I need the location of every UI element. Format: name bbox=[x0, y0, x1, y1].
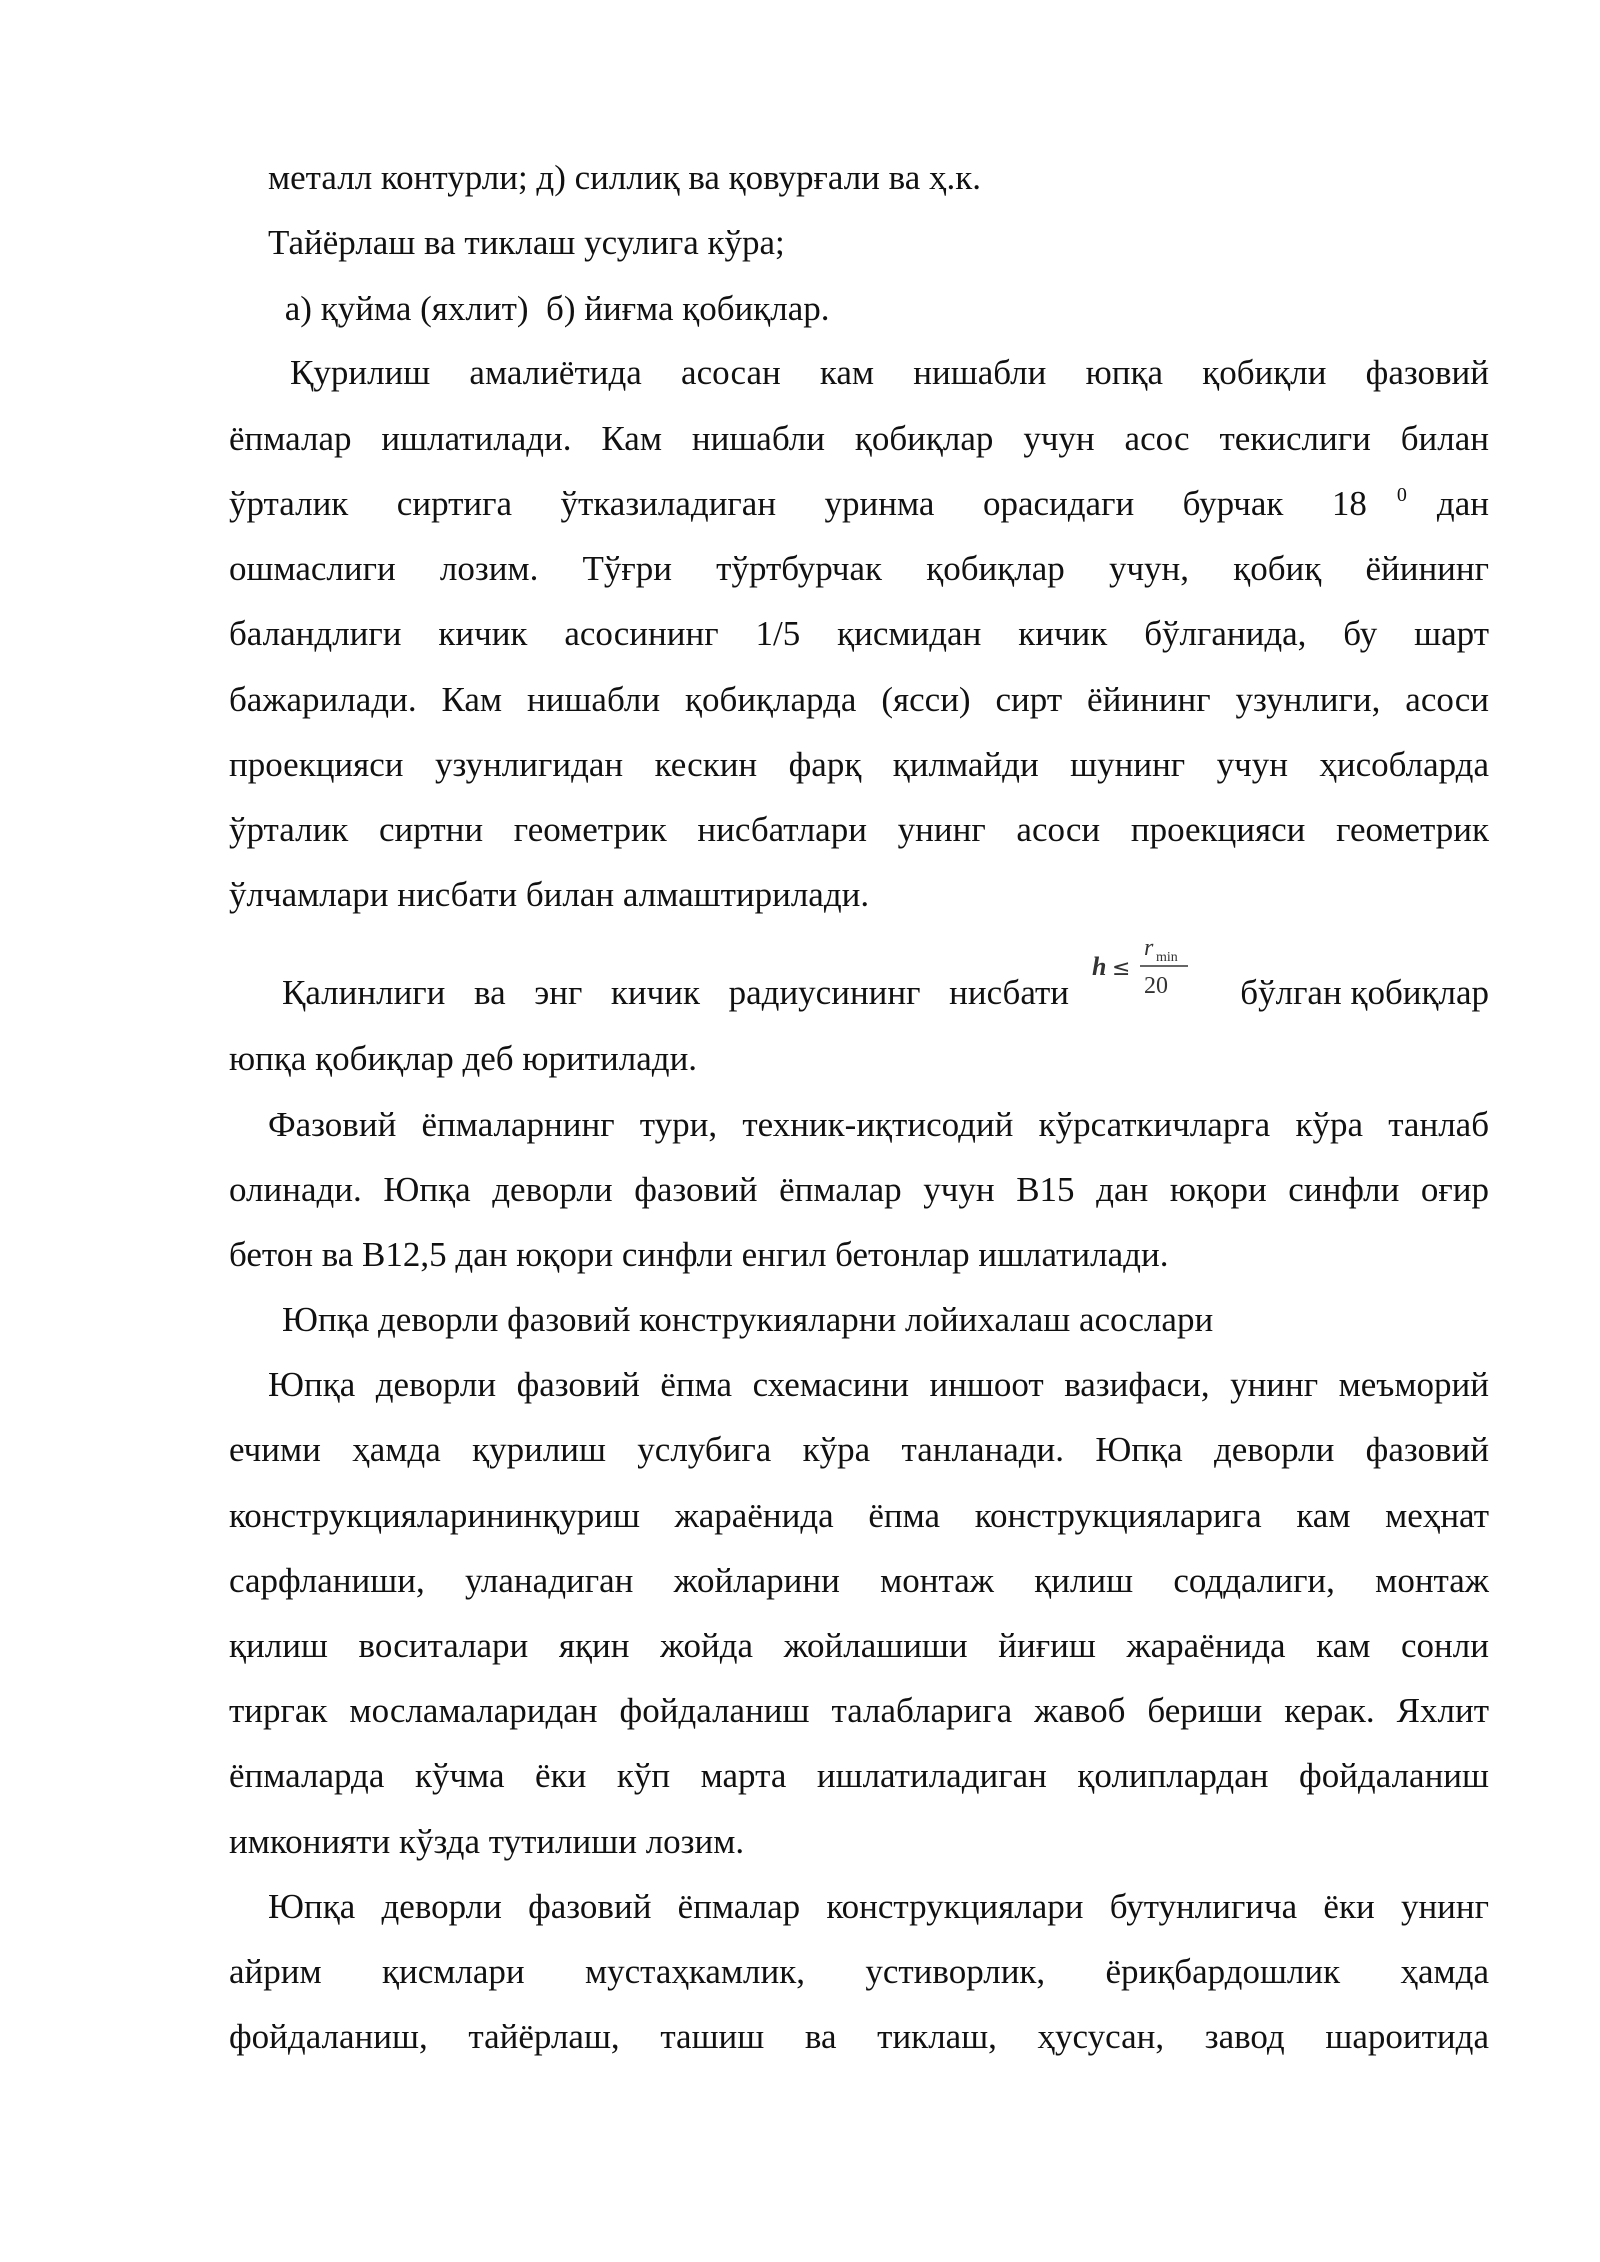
paragraph-line: баландлиги кичик асосининг 1/5 қисмидан кичик бўлганида, бу шарт bbox=[229, 614, 1489, 653]
paragraph-line: юпқа қобиқлар деб юритилади. bbox=[229, 1039, 698, 1078]
text-line: металл контурли; д) силлиқ ва қовурғали ва ҳ.к. bbox=[268, 158, 982, 197]
text-span: дан bbox=[1436, 484, 1489, 523]
paragraph-line: айрим қисмлари мустаҳкамлик, устиворлик, ёриқбардошлик ҳамда bbox=[229, 1952, 1489, 1991]
section-heading: Юпқа деворли фазовий конструкияларни лойихалаш асослари bbox=[282, 1300, 1214, 1339]
paragraph-line: Юпқа деворли фазовий ёпма схемасини иншоот вазифаси, унинг меъморий bbox=[268, 1365, 1489, 1404]
paragraph-line: Фазовий ёпмаларнинг тури, техник-иқтисодий кўрсаткичларга кўра танлаб bbox=[268, 1105, 1489, 1144]
paragraph-line: бўлган қобиқлар bbox=[1240, 973, 1489, 1012]
text-line: а) қуйма (яхлит) б) йиғма қобиқлар. bbox=[276, 289, 830, 328]
formula-sub: min bbox=[1156, 950, 1178, 965]
paragraph-line: имконияти кўзда тутилиши лозим. bbox=[229, 1822, 745, 1861]
paragraph-line: сарфланиши, уланадиган жойларини монтаж қилиш соддалиги, монтаж bbox=[229, 1561, 1489, 1600]
paragraph-line bbox=[229, 479, 1489, 529]
paragraph-line: Қурилиш амалиётида асосан кам нишабли юпқа қобиқли фазовий bbox=[290, 353, 1489, 392]
paragraph-line: олинади. Юпқа деворли фазовий ёпмалар учун В15 дан юқори синфли оғир bbox=[229, 1170, 1489, 1209]
formula-le: ≤ bbox=[1112, 956, 1131, 981]
paragraph-line: конструкцияларининқуриш жараёнида ёпма конструкцияларига кам меҳнат bbox=[229, 1496, 1489, 1535]
paragraph-line: Юпқа деворли фазовий ёпмалар конструкциялари бутунлигича ёки унинг bbox=[268, 1887, 1489, 1926]
paragraph-line: фойдаланиш, тайёрлаш, ташиш ва тиклаш, ҳусусан, завод шароитида bbox=[229, 2017, 1489, 2056]
formula-r: r bbox=[1144, 935, 1154, 961]
superscript-degree: 0 bbox=[1396, 484, 1407, 506]
paragraph-line: ечими ҳамда қурилиш услубига кўра танланади. Юпқа деворли фазовий bbox=[229, 1430, 1489, 1469]
paragraph-line: ўрталик сиртни геометрик нисбатлари унинг асоси проекцияси геометрик bbox=[229, 810, 1489, 849]
text-span: ўрталик сиртига ўтказиладиган уринма орасидаги бурчак 18 bbox=[229, 484, 1367, 523]
text-line: Тайёрлаш ва тиклаш усулига кўра; bbox=[268, 223, 785, 262]
paragraph-line: ошмаслиги лозим. Тўғри тўртбурчак қобиқлар учун, қобиқ ёйининг bbox=[229, 549, 1489, 588]
paragraph-line: қилиш воситалари яқин жойда жойлашиши йиғиш жараёнида кам сонли bbox=[229, 1626, 1489, 1665]
paragraph-line: тиргак мосламаларидан фойдаланиш талабларига жавоб бериши керак. Яхлит bbox=[229, 1691, 1489, 1730]
paragraph-line: бетон ва В12,5 дан юқори синфли енгил бетонлар ишлатилади. bbox=[229, 1235, 1169, 1274]
paragraph-line: Қалинлиги ва энг кичик радиусининг нисбати bbox=[282, 973, 1069, 1012]
formula-ratio bbox=[1092, 933, 1192, 1005]
paragraph-line: проекцияси узунлигидан кескин фарқ қилмайди шунинг учун ҳисобларда bbox=[229, 745, 1489, 784]
paragraph-line: ёпмаларда кўчма ёки кўп марта ишлатиладиган қолиплардан фойдаланиш bbox=[229, 1756, 1489, 1795]
paragraph-line: бажарилади. Кам нишабли қобиқларда (ясси) сирт ёйининг узунлиги, асоси bbox=[229, 680, 1489, 719]
formula-den: 20 bbox=[1144, 973, 1168, 999]
paragraph-line: ёпмалар ишлатилади. Кам нишабли қобиқлар учун асос текислиги билан bbox=[229, 419, 1489, 458]
formula-h: h bbox=[1092, 952, 1107, 981]
paragraph-line: ўлчамлари нисбати билан алмаштирилади. bbox=[229, 875, 870, 914]
